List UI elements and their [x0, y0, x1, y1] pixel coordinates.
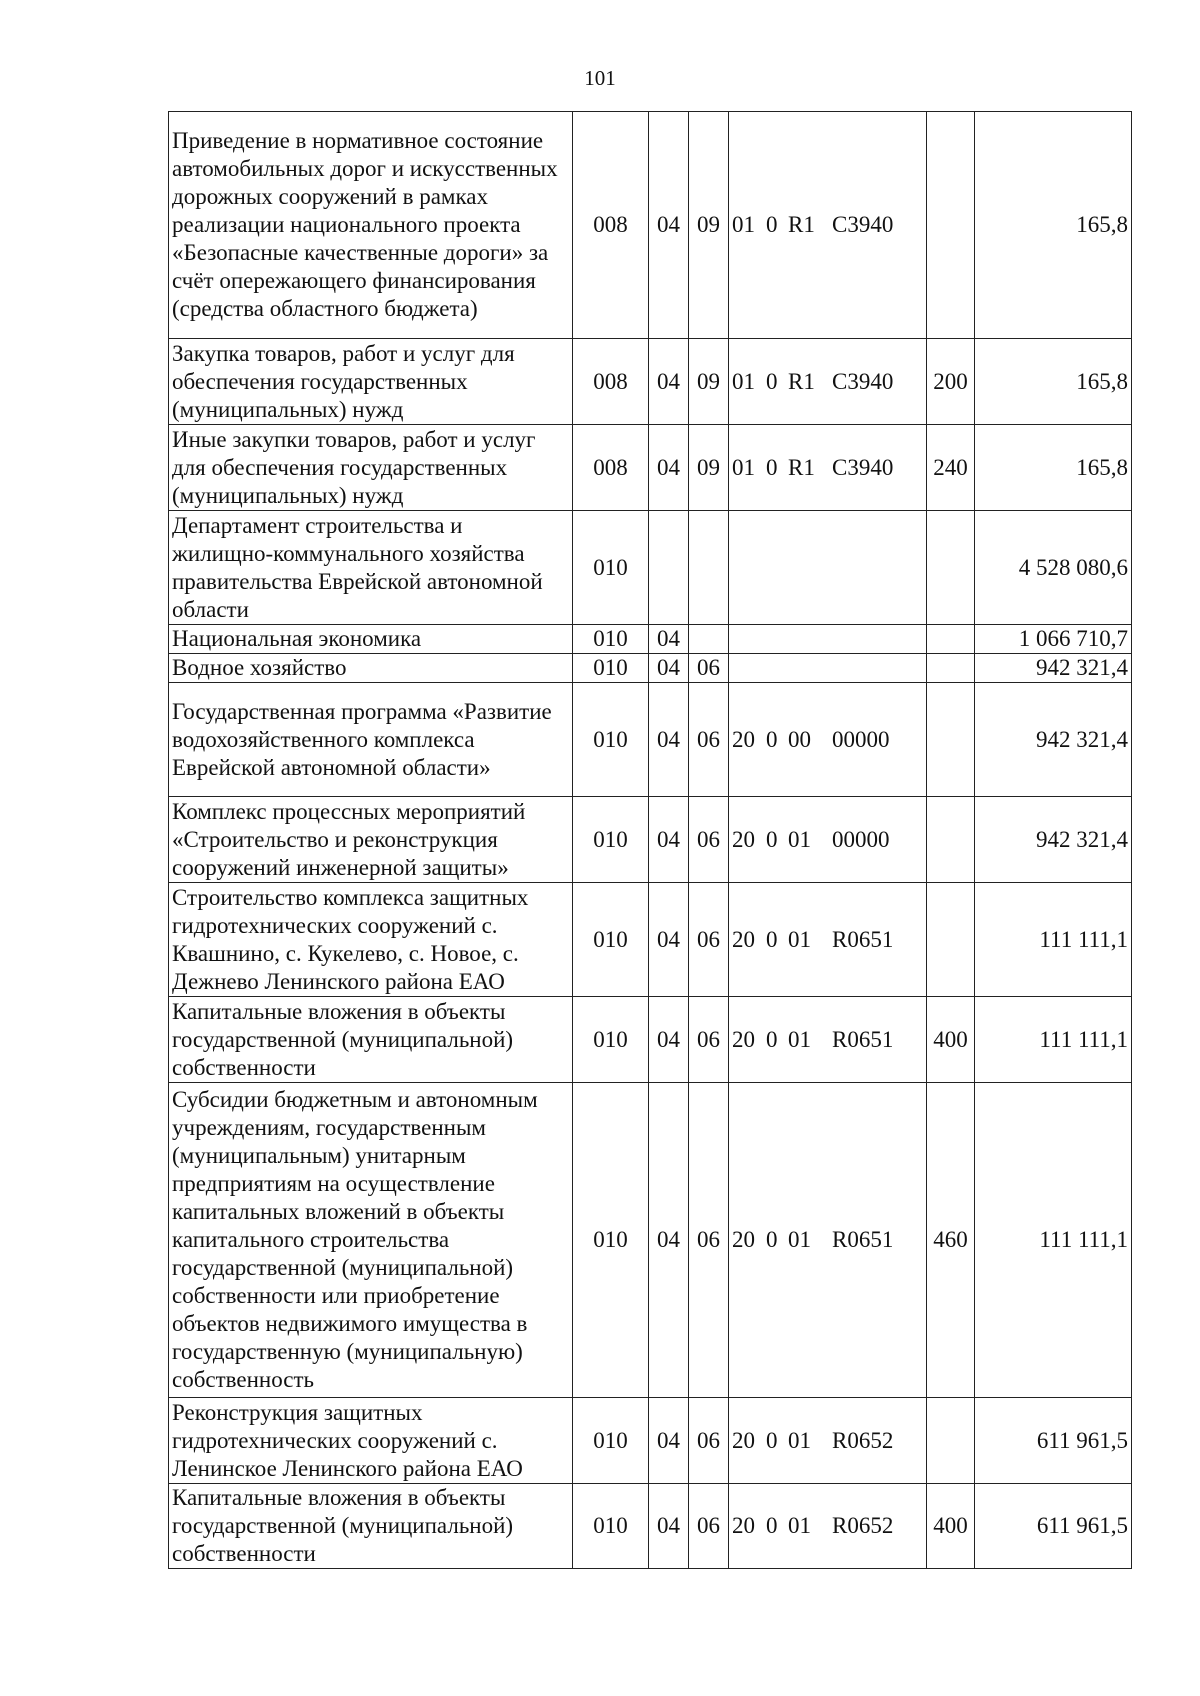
row-target-article-cell	[729, 1484, 927, 1569]
target-article-part-c: R1	[788, 454, 815, 480]
target-article-part-d: R0651	[832, 926, 894, 952]
table-row	[169, 654, 1132, 683]
row-section-cell: 04	[649, 883, 689, 997]
target-article-part-b: 0	[766, 368, 778, 394]
row-target-article-cell	[729, 654, 927, 683]
table-row	[169, 511, 1132, 625]
target-article-part-a: 20	[732, 1026, 755, 1052]
target-article-part-d: R0651	[832, 1026, 894, 1052]
table-row	[169, 112, 1132, 339]
row-section-cell: 04	[649, 997, 689, 1083]
row-name-cell: Закупка товаров, работ и услуг для обеспечения государственных (муниципальных) нужд	[169, 339, 573, 425]
row-target-article-cell	[729, 339, 927, 425]
target-article-part-b: 0	[766, 1227, 778, 1252]
row-amount-cell: 165,8	[975, 112, 1132, 339]
target-article-part-c: R1	[788, 368, 815, 394]
table-row	[169, 1083, 1132, 1398]
row-target-article-cell	[729, 683, 927, 797]
table-row	[169, 683, 1132, 797]
row-name-cell: Реконструкция защитных гидротехнических сооружений с. Ленинское Ленинского района ЕАО	[169, 1398, 573, 1484]
target-article-part-a: 20	[732, 826, 755, 852]
target-article-part-d: C3940	[832, 454, 894, 480]
target-article-part-c: R1	[788, 212, 815, 237]
target-article-part-a: 20	[732, 1427, 755, 1453]
table-row	[169, 425, 1132, 511]
row-subsection-cell: 09	[689, 339, 729, 425]
row-target-article-cell	[729, 883, 927, 997]
row-subsection-cell: 09	[689, 112, 729, 339]
row-expense-type-cell: 400	[927, 1484, 975, 1569]
target-article-part-b: 0	[766, 726, 778, 752]
row-section-cell: 04	[649, 339, 689, 425]
row-section-cell: 04	[649, 625, 689, 654]
row-subsection-cell: 06	[689, 1398, 729, 1484]
row-section-cell	[649, 511, 689, 625]
target-article-part-d: R0651	[832, 1227, 894, 1252]
row-expense-type-cell	[927, 797, 975, 883]
row-expense-type-cell	[927, 112, 975, 339]
target-article-part-d: C3940	[832, 212, 894, 237]
table-row	[169, 797, 1132, 883]
row-grbs-cell: 010	[573, 1083, 649, 1398]
page-number: 101	[584, 66, 616, 90]
table-row	[169, 339, 1132, 425]
row-grbs-cell: 008	[573, 339, 649, 425]
target-article-part-b: 0	[766, 926, 778, 952]
row-target-article-cell	[729, 1083, 927, 1398]
target-article-part-a: 20	[732, 1513, 755, 1538]
row-expense-type-cell	[927, 883, 975, 997]
target-article-part-c: 01	[788, 1227, 811, 1252]
row-name-cell: Департамент строительства и жилищно-коммунального хозяйства правительства Еврейской автономной области	[169, 511, 573, 625]
row-amount-cell: 4 528 080,6	[975, 511, 1132, 625]
row-subsection-cell: 06	[689, 797, 729, 883]
row-name-cell: Водное хозяйство	[169, 654, 573, 683]
row-subsection-cell: 06	[689, 1083, 729, 1398]
row-section-cell: 04	[649, 425, 689, 511]
target-article-part-b: 0	[766, 454, 778, 480]
target-article-part-d: R0652	[832, 1427, 894, 1453]
row-grbs-cell: 010	[573, 683, 649, 797]
row-expense-type-cell	[927, 511, 975, 625]
row-section-cell: 04	[649, 654, 689, 683]
row-name-cell: Строительство комплекса защитных гидротехнических сооружений с. Квашнино, с. Кукелево, с. Новое, с. Дежнево Ленинского района ЕАО	[169, 883, 573, 997]
target-article-part-b: 0	[766, 1427, 778, 1453]
table-row	[169, 1484, 1132, 1569]
row-grbs-cell: 008	[573, 112, 649, 339]
row-amount-cell: 111 111,1	[975, 883, 1132, 997]
row-amount-cell: 111 111,1	[975, 997, 1132, 1083]
row-expense-type-cell	[927, 625, 975, 654]
row-section-cell: 04	[649, 797, 689, 883]
row-target-article-cell	[729, 997, 927, 1083]
budget-table-body	[169, 112, 1132, 1569]
row-amount-cell: 165,8	[975, 339, 1132, 425]
row-name-cell: Приведение в нормативное состояние автомобильных дорог и искусственных дорожных сооружений в рамках реализации национального проекта «Безопасные качественные дороги» за счёт опережающего финансирования (средства областного бюджета)	[169, 112, 573, 339]
row-grbs-cell: 010	[573, 797, 649, 883]
table-row	[169, 1398, 1132, 1484]
target-article-part-a: 01	[732, 368, 755, 394]
row-section-cell: 04	[649, 1083, 689, 1398]
row-section-cell: 04	[649, 1484, 689, 1569]
row-name-cell: Субсидии бюджетным и автономным учреждениям, государственным (муниципальным) унитарным предприятиям на осуществление капитальных вложений в объекты капитального строительства государственной (муниципальной) собственности или приобретение объектов недвижимого имущества в государственную (муниципальную) собственность	[169, 1083, 573, 1398]
target-article-part-b: 0	[766, 1026, 778, 1052]
row-name-cell: Национальная экономика	[169, 625, 573, 654]
target-article-part-a: 20	[732, 726, 755, 752]
table-row	[169, 997, 1132, 1083]
row-section-cell: 04	[649, 112, 689, 339]
target-article-part-c: 01	[788, 1513, 811, 1538]
row-expense-type-cell	[927, 683, 975, 797]
target-article-part-b: 0	[766, 212, 778, 237]
row-amount-cell: 942 321,4	[975, 797, 1132, 883]
row-name-cell: Государственная программа «Развитие водохозяйственного комплекса Еврейской автономной области»	[169, 683, 573, 797]
row-subsection-cell: 06	[689, 1484, 729, 1569]
row-grbs-cell: 010	[573, 1484, 649, 1569]
row-subsection-cell: 06	[689, 654, 729, 683]
row-grbs-cell: 010	[573, 511, 649, 625]
row-section-cell: 04	[649, 1398, 689, 1484]
row-amount-cell: 111 111,1	[975, 1083, 1132, 1398]
target-article-part-d: 00000	[832, 726, 890, 752]
row-name-cell: Иные закупки товаров, работ и услуг для обеспечения государственных (муниципальных) нужд	[169, 425, 573, 511]
row-amount-cell: 611 961,5	[975, 1484, 1132, 1569]
target-article-part-a: 20	[732, 926, 755, 952]
row-amount-cell: 942 321,4	[975, 683, 1132, 797]
row-grbs-cell: 010	[573, 883, 649, 997]
row-target-article-cell	[729, 625, 927, 654]
row-grbs-cell: 010	[573, 654, 649, 683]
row-target-article-cell	[729, 1398, 927, 1484]
row-section-cell: 04	[649, 683, 689, 797]
target-article-part-a: 01	[732, 454, 755, 480]
row-grbs-cell: 010	[573, 625, 649, 654]
target-article-part-c: 01	[788, 826, 811, 852]
target-article-part-c: 00	[788, 726, 811, 752]
table-row	[169, 883, 1132, 997]
target-article-part-c: 01	[788, 1026, 811, 1052]
row-subsection-cell: 06	[689, 883, 729, 997]
target-article-part-d: R0652	[832, 1513, 894, 1538]
target-article-part-d: 00000	[832, 826, 890, 852]
table-row	[169, 625, 1132, 654]
row-expense-type-cell: 400	[927, 997, 975, 1083]
row-subsection-cell	[689, 511, 729, 625]
row-subsection-cell	[689, 625, 729, 654]
row-name-cell: Комплекс процессных мероприятий «Строительство и реконструкция сооружений инженерной защиты»	[169, 797, 573, 883]
row-subsection-cell: 06	[689, 997, 729, 1083]
row-name-cell: Капитальные вложения в объекты государственной (муниципальной) собственности	[169, 1484, 573, 1569]
row-grbs-cell: 008	[573, 425, 649, 511]
row-grbs-cell: 010	[573, 1398, 649, 1484]
row-amount-cell: 1 066 710,7	[975, 625, 1132, 654]
row-target-article-cell	[729, 425, 927, 511]
row-target-article-cell	[729, 112, 927, 339]
row-expense-type-cell: 460	[927, 1083, 975, 1398]
budget-table	[168, 111, 1132, 1569]
row-amount-cell: 611 961,5	[975, 1398, 1132, 1484]
row-grbs-cell: 010	[573, 997, 649, 1083]
row-amount-cell: 942 321,4	[975, 654, 1132, 683]
row-subsection-cell: 09	[689, 425, 729, 511]
target-article-part-b: 0	[766, 1513, 778, 1538]
row-expense-type-cell: 240	[927, 425, 975, 511]
row-expense-type-cell	[927, 1398, 975, 1484]
row-name-cell: Капитальные вложения в объекты государственной (муниципальной) собственности	[169, 997, 573, 1083]
row-expense-type-cell: 200	[927, 339, 975, 425]
row-target-article-cell	[729, 511, 927, 625]
row-subsection-cell: 06	[689, 683, 729, 797]
target-article-part-c: 01	[788, 926, 811, 952]
target-article-part-a: 01	[732, 212, 755, 237]
target-article-part-d: C3940	[832, 368, 894, 394]
target-article-part-c: 01	[788, 1427, 811, 1453]
target-article-part-b: 0	[766, 826, 778, 852]
row-amount-cell: 165,8	[975, 425, 1132, 511]
target-article-part-a: 20	[732, 1227, 755, 1252]
row-target-article-cell	[729, 797, 927, 883]
row-expense-type-cell	[927, 654, 975, 683]
